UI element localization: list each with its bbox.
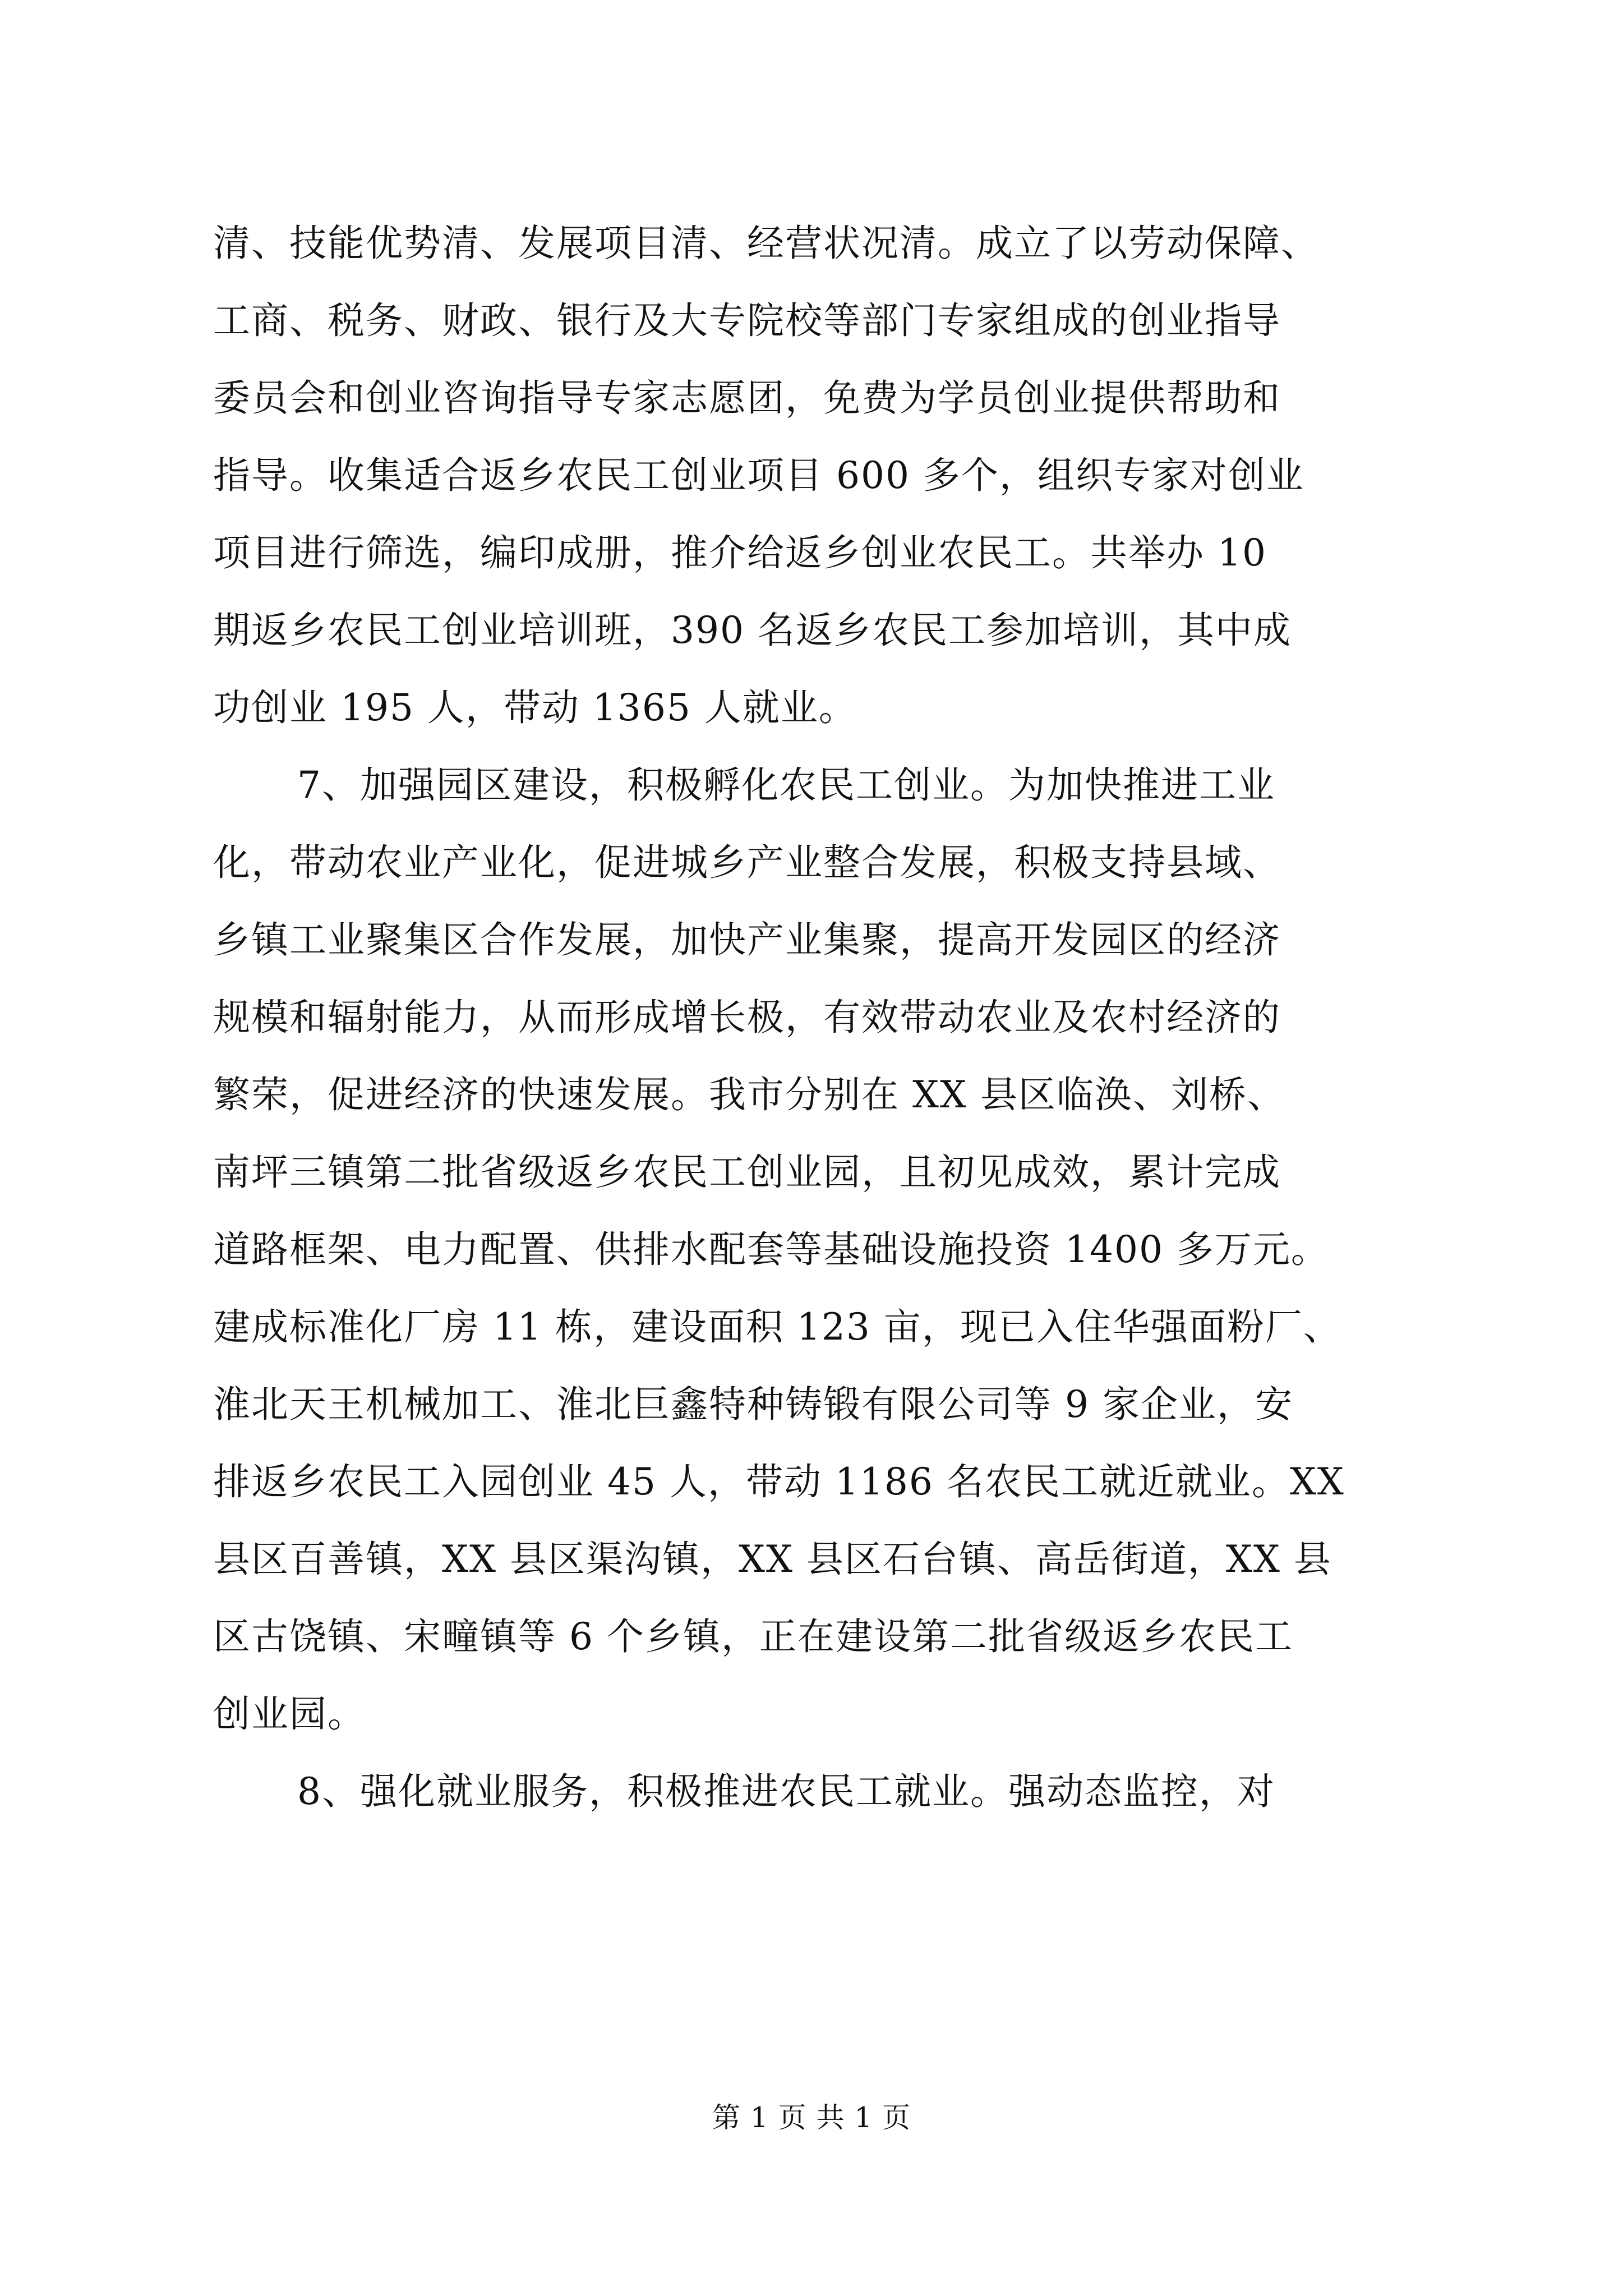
text-line-15: 建成标准化厂房 11 栋，建设面积 123 亩，现已入住华强面粉厂、 bbox=[213, 1305, 1341, 1349]
text-line-17: 排返乡农民工入园创业 45 人，带动 1186 名农民工就近就业。XX bbox=[213, 1460, 1345, 1503]
text-line-11: 规模和辐射能力，从而形成增长极，有效带动农业及农村经济的 bbox=[213, 996, 1281, 1039]
text-line-18: 县区百善镇，XX 县区渠沟镇，XX 县区石台镇、高岳街道，XX 县 bbox=[213, 1538, 1332, 1581]
text-line-16: 淮北天王机械加工、淮北巨鑫特种铸锻有限公司等 9 家企业，安 bbox=[213, 1383, 1293, 1426]
page-footer bbox=[0, 2098, 1623, 2137]
text-line-14: 道路框架、电力配置、供排水配套等基础设施投资 1400 多万元。 bbox=[213, 1228, 1329, 1271]
text-line-20: 创业园。 bbox=[213, 1692, 366, 1736]
text-line-19: 区古饶镇、宋疃镇等 6 个乡镇，正在建设第二批省级返乡农民工 bbox=[213, 1615, 1293, 1658]
text-line-6: 期返乡农民工创业培训班，390 名返乡农民工参加培训，其中成 bbox=[213, 609, 1292, 652]
page-number-label: 第 1 页 共 1 页 bbox=[712, 2101, 911, 2134]
paragraph-7-heading-line: 7、加强园区建设，积极孵化农民工创业。为加快推进工业 bbox=[297, 763, 1275, 807]
text-line-3: 委员会和创业咨询指导专家志愿团，免费为学员创业提供帮助和 bbox=[213, 376, 1281, 420]
body-text bbox=[213, 205, 1413, 1830]
paragraph-8-heading-line: 8、强化就业服务，积极推进农民工就业。强动态监控，对 bbox=[297, 1770, 1275, 1813]
text-line-2: 工商、税务、财政、银行及大专院校等部门专家组成的创业指导 bbox=[213, 299, 1281, 342]
text-line-9: 化，带动农业产业化，促进城乡产业整合发展，积极支持县域、 bbox=[213, 841, 1281, 884]
text-line-12: 繁荣，促进经济的快速发展。我市分别在 XX 县区临涣、刘桥、 bbox=[213, 1073, 1285, 1116]
text-line-1: 清、技能优势清、发展项目清、经营状况清。成立了以劳动保障、 bbox=[213, 222, 1319, 265]
text-line-13: 南坪三镇第二批省级返乡农民工创业园，且初见成效，累计完成 bbox=[213, 1151, 1281, 1194]
text-line-10: 乡镇工业聚集区合作发展，加快产业集聚，提高开发园区的经济 bbox=[213, 918, 1281, 961]
text-line-7: 功创业 195 人，带动 1365 人就业。 bbox=[213, 686, 857, 729]
text-line-4: 指导。收集适合返乡农民工创业项目 600 多个，组织专家对创业 bbox=[213, 454, 1304, 497]
text-line-5: 项目进行筛选，编印成册，推介给返乡创业农民工。共举办 10 bbox=[213, 531, 1267, 574]
